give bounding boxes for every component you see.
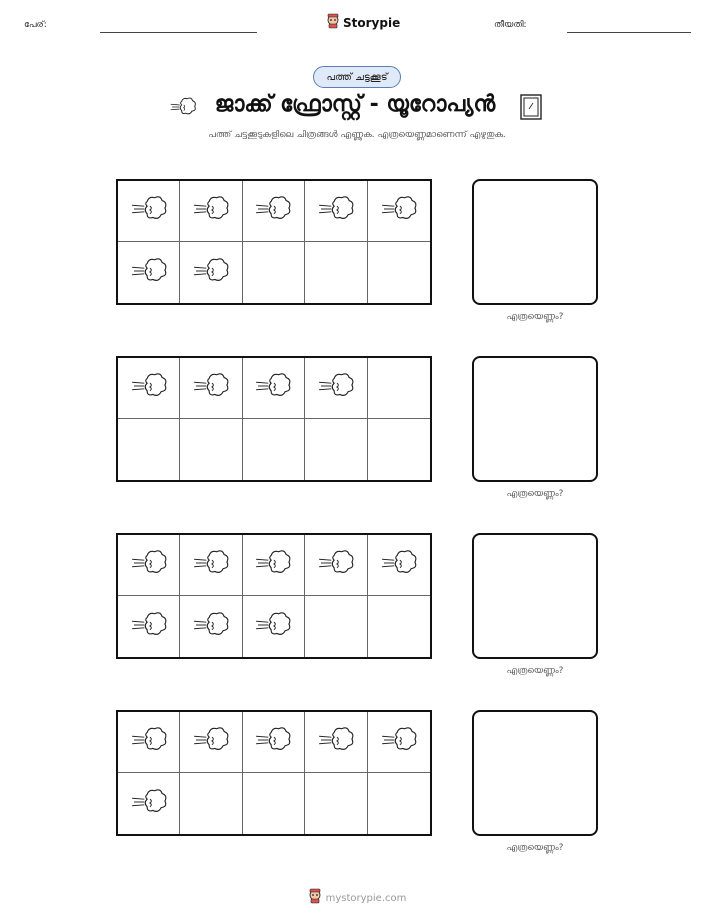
- ten-frame-cell: [118, 181, 180, 242]
- ten-frame-cell: [180, 596, 242, 657]
- ten-frame-cell: [243, 535, 305, 596]
- ten-frame-cell: [368, 712, 430, 773]
- answer-prompt: എത്രയെണ്ണം?: [506, 843, 564, 853]
- answer-prompt: എത്രയെണ്ണം?: [506, 489, 564, 499]
- name-line: [100, 32, 257, 33]
- frost-breath-icon: [380, 194, 418, 228]
- answer-prompt: എത്രയെണ്ണം?: [506, 666, 564, 676]
- page-title: ജാക്ക് ഫ്രോസ്റ്റ് - യൂറോപ്യൻ: [214, 92, 496, 117]
- frost-breath-icon: [130, 194, 168, 228]
- ten-frame-cell: [118, 242, 180, 303]
- frost-breath-icon: [192, 194, 230, 228]
- frost-breath-icon: [130, 725, 168, 759]
- ten-frame-2: [116, 356, 432, 482]
- ten-frame-cell: [180, 535, 242, 596]
- ten-frame-cell: [368, 242, 430, 303]
- ten-frame-cell: [305, 419, 367, 480]
- ten-frame-cell: [118, 535, 180, 596]
- ten-frame-1: [116, 179, 432, 305]
- brand-name: Storypie: [343, 16, 401, 30]
- ten-frame-cell: [118, 712, 180, 773]
- frost-breath-icon: [254, 371, 292, 405]
- ten-frame-cell: [180, 242, 242, 303]
- ten-frame-cell: [305, 535, 367, 596]
- ten-frame-cell: [180, 419, 242, 480]
- ten-frame-cell: [305, 181, 367, 242]
- frost-breath-icon: [192, 725, 230, 759]
- frost-breath-icon: [130, 256, 168, 290]
- frost-breath-icon: [130, 610, 168, 644]
- frost-breath-icon: [380, 548, 418, 582]
- ten-frame-cell: [368, 181, 430, 242]
- ten-frame-cell: [118, 773, 180, 834]
- ten-frame-cell: [243, 596, 305, 657]
- date-line: [567, 32, 691, 33]
- ten-frame-cell: [118, 596, 180, 657]
- frost-breath-icon: [130, 371, 168, 405]
- frost-breath-icon: [380, 725, 418, 759]
- date-label: തീയതി:: [494, 20, 527, 30]
- ten-frame-cell: [305, 358, 367, 419]
- ten-frame-cell: [243, 419, 305, 480]
- ten-frame-cell: [243, 773, 305, 834]
- frost-breath-icon: [317, 548, 355, 582]
- ten-frame-cell: [305, 596, 367, 657]
- answer-box[interactable]: [472, 533, 598, 659]
- frost-breath-icon: [192, 610, 230, 644]
- ten-frame-cell: [180, 712, 242, 773]
- ten-frame-cell: [368, 358, 430, 419]
- frost-breath-icon: [317, 194, 355, 228]
- frost-breath-icon: [254, 725, 292, 759]
- frost-breath-icon: [317, 725, 355, 759]
- footer-url: mystorypie.com: [325, 892, 407, 904]
- storypie-mascot-icon: [308, 888, 322, 908]
- ten-frame-cell: [118, 358, 180, 419]
- ten-frame-4: [116, 710, 432, 836]
- ten-frame-cell: [180, 358, 242, 419]
- frost-breath-icon: [192, 256, 230, 290]
- ten-frame-cell: [243, 242, 305, 303]
- instructions: പത്ത് ചട്ടക്കൂടുകളിലെ ചിത്രങ്ങൾ എണ്ണുക. എത്രയെണ്ണമാണെന്ന് എഴുതുക.: [208, 130, 506, 140]
- frost-breath-icon: [254, 548, 292, 582]
- ten-frame-cell: [305, 242, 367, 303]
- frost-breath-icon: [254, 610, 292, 644]
- ten-frame-cell: [180, 181, 242, 242]
- answer-prompt: എത്രയെണ്ണം?: [506, 312, 564, 322]
- title-row: [0, 92, 714, 122]
- ten-frame-cell: [243, 712, 305, 773]
- frost-breath-icon: [130, 548, 168, 582]
- ten-frame-cell: [243, 181, 305, 242]
- ten-frame-cell: [368, 419, 430, 480]
- footer: [0, 888, 714, 908]
- ten-frame-cell: [305, 712, 367, 773]
- ten-frame-cell: [368, 535, 430, 596]
- name-label: പേര്:: [24, 20, 47, 30]
- ten-frame-3: [116, 533, 432, 659]
- frost-breath-icon: [317, 371, 355, 405]
- storypie-mascot-icon: [326, 13, 340, 33]
- answer-box[interactable]: [472, 356, 598, 482]
- ten-frame-cell: [243, 358, 305, 419]
- ten-frame-cell: [368, 596, 430, 657]
- brand-logo: [326, 13, 400, 33]
- ten-frame-cell: [368, 773, 430, 834]
- frost-breath-icon: [130, 787, 168, 821]
- window-icon: [520, 94, 542, 124]
- frost-breath-icon: [192, 371, 230, 405]
- frost-breath-icon: [169, 96, 197, 122]
- frost-breath-icon: [254, 194, 292, 228]
- answer-box[interactable]: [472, 710, 598, 836]
- frost-breath-icon: [192, 548, 230, 582]
- ten-frame-cell: [305, 773, 367, 834]
- ten-frame-cell: [118, 419, 180, 480]
- answer-box[interactable]: [472, 179, 598, 305]
- worksheet-type-tag: പത്ത് ചട്ടക്കൂട്: [313, 66, 401, 88]
- ten-frame-cell: [180, 773, 242, 834]
